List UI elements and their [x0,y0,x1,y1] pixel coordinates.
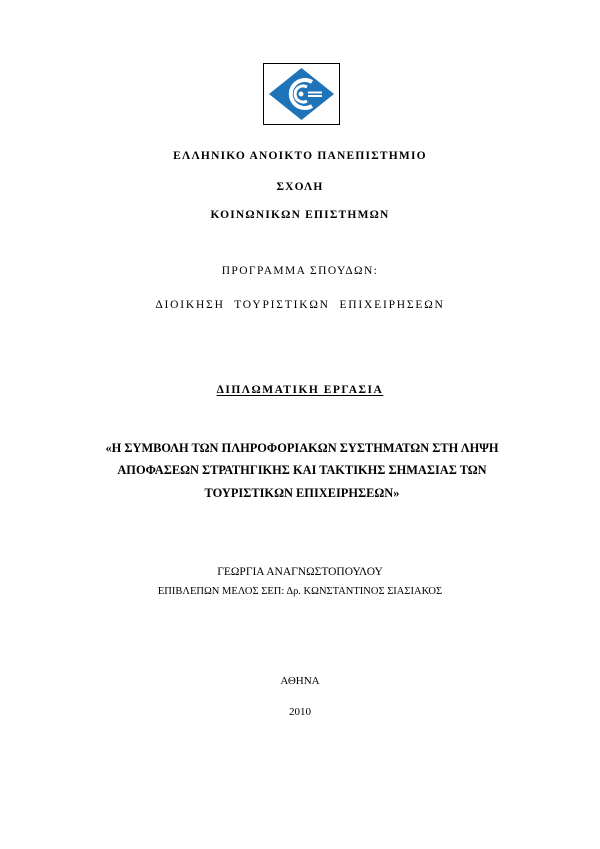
faculty-name: ΚΟΙΝΩΝΙΚΩΝ ΕΠΙΣΤΗΜΩΝ [210,209,390,221]
school-label: ΣΧΟΛΗ [276,181,324,193]
thesis-title-line-2: ΑΠΟΦΑΣΕΩΝ ΣΤΡΑΤΗΓΙΚΗΣ ΚΑΙ ΤΑΚΤΙΚΗΣ ΣΗΜΑΣΙΑΣ ΤΩΝ [117,463,487,477]
supervisor-line: ΕΠΙΒΛΕΠΩΝ ΜΕΛΟΣ ΣΕΠ: Δρ. ΚΩΝΣΤΑΝΤΙΝΟΣ ΣΙΑΣΙΑΚΟΣ [157,586,443,597]
year: 2010 [289,706,311,718]
thesis-title-line-3: ΤΟΥΡΙΣΤΙΚΩΝ ΕΠΙΧΕΙΡΗΣΕΩΝ» [204,486,400,500]
thesis-type-text: ΔΙΠΛΩΜΑΤΙΚΗ ΕΡΓΑΣΙΑ [216,384,384,396]
program-name: ΔΙΟΙΚΗΣΗ ΤΟΥΡΙΣΤΙΚΩΝ ΕΠΙΧΕΙΡΗΣΕΩΝ [155,299,445,311]
thesis-type-heading [0,385,600,397]
thesis-title-line-1: «Η ΣΥΜΒΟΛΗ ΤΩΝ ΠΛΗΡΟΦΟΡΙΑΚΩΝ ΣΥΣΤΗΜΑΤΩΝ ΣΤΗ ΛΗΨΗ [105,441,499,455]
author-name: ΓΕΩΡΓΙΑ ΑΝΑΓΝΩΣΤΟΠΟΥΛΟΥ [217,566,383,578]
university-name: ΕΛΛΗΝΙΚΟ ΑΝΟΙΚΤΟ ΠΑΝΕΠΙΣΤΗΜΙΟ [173,150,427,162]
program-label: ΠΡΟΓΡΑΜΜΑ ΣΠΟΥΔΩΝ: [221,265,379,277]
university-logo-icon [263,63,340,125]
city: ΑΘΗΝΑ [280,675,320,687]
